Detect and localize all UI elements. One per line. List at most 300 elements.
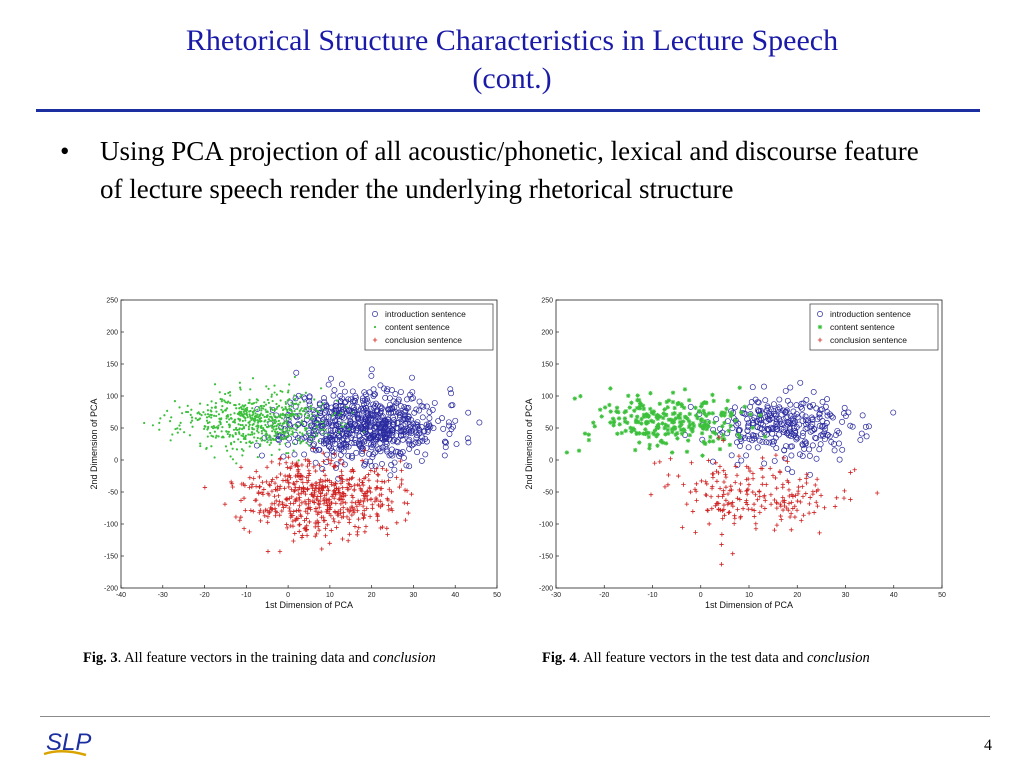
data-point	[635, 432, 639, 436]
data-point	[158, 429, 160, 431]
data-point	[304, 413, 306, 415]
data-point	[609, 409, 613, 413]
data-point	[239, 382, 241, 384]
x-tick-label: 10	[325, 592, 334, 599]
data-point	[278, 449, 280, 451]
data-point	[587, 432, 591, 436]
data-point	[313, 408, 315, 410]
data-point	[209, 432, 211, 434]
data-point	[622, 410, 626, 414]
data-point	[286, 409, 288, 411]
data-point	[235, 427, 237, 429]
data-point	[637, 440, 641, 444]
data-point	[247, 416, 249, 418]
data-point	[288, 408, 290, 410]
data-point	[226, 450, 228, 452]
data-point	[704, 400, 708, 404]
data-point	[298, 425, 300, 427]
data-point	[271, 454, 273, 456]
data-point	[658, 402, 662, 406]
data-point	[703, 442, 707, 446]
data-point	[319, 405, 321, 407]
data-point	[274, 408, 276, 410]
data-point	[279, 432, 281, 434]
data-point	[239, 386, 241, 388]
data-point	[322, 424, 324, 426]
data-point	[220, 417, 222, 419]
data-point	[672, 411, 676, 415]
data-point	[291, 430, 293, 432]
data-point	[232, 421, 234, 423]
data-point	[290, 402, 292, 404]
data-point	[236, 448, 238, 450]
data-point	[241, 428, 243, 430]
data-point	[174, 400, 176, 402]
data-point	[199, 417, 201, 419]
data-point	[635, 414, 639, 418]
data-point	[220, 409, 222, 411]
data-point	[674, 432, 678, 436]
data-point	[218, 421, 220, 423]
data-point	[190, 421, 192, 423]
title-line-2: (cont.)	[472, 62, 552, 95]
data-point	[253, 436, 255, 438]
data-point	[199, 403, 201, 405]
data-point	[591, 421, 595, 425]
data-point	[225, 430, 227, 432]
data-point	[208, 421, 210, 423]
data-point	[226, 421, 228, 423]
data-point	[235, 462, 237, 464]
x-axis-label: 1st Dimension of PCA	[704, 600, 794, 610]
data-point	[214, 427, 216, 429]
data-point	[303, 400, 305, 402]
data-point	[224, 401, 226, 403]
data-point	[264, 419, 266, 421]
data-point	[233, 404, 235, 406]
data-point	[268, 402, 270, 404]
data-point	[278, 427, 280, 429]
data-point	[260, 420, 262, 422]
legend-label: content sentence	[385, 322, 450, 332]
data-point	[287, 452, 289, 454]
data-point	[206, 420, 208, 422]
data-point	[196, 412, 198, 414]
data-point	[264, 424, 266, 426]
data-point	[268, 418, 270, 420]
data-point	[238, 431, 240, 433]
data-point	[620, 431, 624, 435]
data-point	[265, 435, 267, 437]
data-point	[279, 414, 281, 416]
data-point	[693, 406, 697, 410]
data-point	[294, 403, 296, 405]
data-point	[327, 433, 329, 435]
data-point	[310, 405, 312, 407]
data-point	[191, 420, 193, 422]
x-tick-label: 30	[841, 592, 850, 599]
data-point	[259, 443, 261, 445]
data-point	[311, 413, 313, 415]
data-point	[655, 443, 659, 447]
legend-label: introduction sentence	[830, 309, 911, 319]
data-point	[293, 443, 295, 445]
data-point	[281, 425, 283, 427]
data-point	[272, 400, 274, 402]
data-point	[282, 438, 284, 440]
data-point	[251, 431, 253, 433]
data-point	[273, 413, 275, 415]
data-point	[269, 436, 271, 438]
data-point	[301, 432, 303, 434]
x-tick-label: 20	[793, 592, 802, 599]
data-point	[615, 432, 619, 436]
data-point	[219, 391, 221, 393]
data-point	[246, 412, 248, 414]
data-point	[308, 444, 310, 446]
title-divider	[36, 109, 980, 112]
data-point	[263, 429, 265, 431]
data-point	[273, 384, 275, 386]
data-point	[284, 438, 286, 440]
data-point	[265, 385, 267, 387]
caption-italic: conclusion	[372, 650, 436, 666]
data-point	[629, 414, 633, 418]
data-point	[278, 420, 280, 422]
data-point	[210, 435, 212, 437]
data-point	[289, 427, 291, 429]
y-tick-label: -150	[538, 553, 553, 561]
data-point	[700, 453, 704, 457]
data-point	[298, 459, 300, 461]
data-point	[638, 401, 642, 405]
data-point	[345, 406, 347, 408]
data-point	[287, 432, 289, 434]
data-point	[261, 439, 263, 441]
data-point	[305, 392, 307, 394]
data-point	[631, 426, 635, 430]
data-point	[307, 432, 309, 434]
data-point	[215, 406, 217, 408]
x-tick-label: -20	[599, 592, 610, 599]
data-point	[254, 412, 256, 414]
data-point	[251, 424, 253, 426]
caption-italic: conclusion	[806, 650, 870, 666]
data-point	[284, 443, 286, 445]
data-point	[262, 407, 264, 409]
data-point	[292, 413, 294, 415]
data-point	[179, 428, 181, 430]
data-point	[214, 431, 216, 433]
data-point	[286, 422, 288, 424]
data-point	[269, 420, 271, 422]
data-point	[743, 405, 747, 409]
data-point	[300, 413, 302, 415]
data-point	[215, 435, 217, 437]
data-point	[273, 435, 275, 437]
data-point	[176, 427, 178, 429]
data-point	[332, 414, 334, 416]
data-point	[240, 388, 242, 390]
data-point	[215, 415, 217, 417]
data-point	[303, 407, 305, 409]
y-tick-label: 200	[106, 329, 118, 337]
data-point	[230, 442, 232, 444]
data-point	[159, 417, 161, 419]
data-point	[199, 413, 201, 415]
data-point	[338, 431, 340, 433]
data-point	[286, 414, 288, 416]
data-point	[722, 421, 726, 425]
data-point	[307, 415, 309, 417]
data-point	[291, 405, 293, 407]
caption-text: . All feature vectors in the training data and	[117, 650, 373, 666]
data-point	[248, 426, 250, 428]
data-point	[286, 419, 288, 421]
data-point	[253, 428, 255, 430]
data-point	[632, 409, 636, 413]
data-point	[688, 412, 692, 416]
data-point	[295, 429, 297, 431]
data-point	[710, 393, 714, 397]
data-point	[565, 450, 569, 454]
data-point	[282, 409, 284, 411]
data-point	[307, 417, 309, 419]
data-point	[311, 440, 313, 442]
data-point	[180, 422, 182, 424]
data-point	[143, 422, 145, 424]
data-point	[255, 425, 257, 427]
data-point	[673, 427, 677, 431]
data-point	[225, 409, 227, 411]
data-point	[615, 406, 619, 410]
data-point	[242, 420, 244, 422]
data-point	[628, 405, 632, 409]
data-point	[265, 430, 267, 432]
data-point	[187, 405, 189, 407]
data-point	[252, 377, 254, 379]
data-point	[215, 411, 217, 413]
data-point	[181, 412, 183, 414]
data-point	[221, 400, 223, 402]
data-point	[203, 428, 205, 430]
data-point	[321, 408, 323, 410]
data-point	[215, 402, 217, 404]
data-point	[288, 429, 290, 431]
data-point	[254, 419, 256, 421]
data-point	[300, 421, 302, 423]
data-point	[229, 402, 231, 404]
data-point	[666, 405, 670, 409]
data-point	[232, 458, 234, 460]
data-point	[229, 455, 231, 457]
data-point	[642, 407, 646, 411]
data-point	[648, 443, 652, 447]
data-point	[270, 442, 272, 444]
data-point	[233, 441, 235, 443]
y-tick-label: -100	[103, 521, 118, 529]
data-point	[169, 420, 171, 422]
data-point	[316, 410, 318, 412]
data-point	[230, 417, 232, 419]
data-point	[624, 429, 628, 433]
data-point	[270, 439, 272, 441]
data-point	[257, 416, 259, 418]
data-point	[243, 427, 245, 429]
data-point	[242, 424, 244, 426]
data-point	[251, 433, 253, 435]
data-point	[189, 434, 191, 436]
data-point	[195, 417, 197, 419]
data-point	[228, 418, 230, 420]
data-point	[217, 435, 219, 437]
data-point	[689, 427, 693, 431]
data-point	[247, 433, 249, 435]
data-point	[265, 404, 267, 406]
data-point	[221, 430, 223, 432]
data-point	[304, 429, 306, 431]
data-point	[251, 407, 253, 409]
data-point	[336, 400, 338, 402]
data-point	[225, 445, 227, 447]
data-point	[573, 396, 577, 400]
data-point	[248, 399, 250, 401]
data-point	[758, 413, 762, 417]
data-point	[294, 398, 296, 400]
data-point	[238, 428, 240, 430]
y-tick-label: 150	[106, 361, 118, 369]
data-point	[309, 435, 311, 437]
data-point	[275, 425, 277, 427]
data-point	[213, 456, 215, 458]
data-point	[261, 437, 263, 439]
data-point	[260, 409, 262, 411]
data-point	[253, 410, 255, 412]
data-point	[217, 425, 219, 427]
data-point	[204, 425, 206, 427]
y-tick-label: 50	[545, 425, 553, 433]
y-tick-label: 0	[549, 457, 553, 465]
data-point	[633, 448, 637, 452]
data-point	[316, 415, 318, 417]
data-point	[208, 415, 210, 417]
data-point	[185, 411, 187, 413]
x-tick-label: 30	[409, 592, 418, 599]
legend-label: conclusion sentence	[385, 335, 463, 345]
data-point	[616, 410, 620, 414]
data-point	[275, 428, 277, 430]
data-point	[721, 433, 725, 437]
data-point	[676, 415, 680, 419]
data-point	[288, 424, 290, 426]
data-point	[243, 416, 245, 418]
y-tick-label: -200	[103, 585, 118, 593]
data-point	[274, 416, 276, 418]
page-number: 4	[984, 737, 992, 754]
data-point	[266, 441, 268, 443]
data-point	[240, 441, 242, 443]
data-point	[207, 426, 209, 428]
data-point	[230, 414, 232, 416]
data-point	[289, 418, 291, 420]
data-point	[281, 406, 283, 408]
data-point	[712, 420, 716, 424]
data-point	[264, 409, 266, 411]
data-point	[221, 405, 223, 407]
data-point	[662, 407, 666, 411]
data-point	[248, 410, 250, 412]
data-point	[243, 408, 245, 410]
data-point	[661, 411, 665, 415]
data-point	[297, 403, 299, 405]
data-point	[210, 416, 212, 418]
x-tick-label: 40	[889, 592, 898, 599]
data-point	[280, 438, 282, 440]
data-point	[259, 419, 261, 421]
data-point	[246, 409, 248, 411]
data-point	[302, 423, 304, 425]
data-point	[763, 434, 767, 438]
data-point	[152, 424, 154, 426]
data-point	[323, 433, 325, 435]
y-tick-label: -150	[103, 553, 118, 561]
data-point	[670, 420, 674, 424]
data-point	[318, 440, 320, 442]
data-point	[271, 430, 273, 432]
data-point	[629, 401, 633, 405]
data-point	[273, 421, 275, 423]
data-point	[171, 433, 173, 435]
legend-label: conclusion sentence	[830, 335, 908, 345]
data-point	[687, 398, 691, 402]
data-point	[249, 420, 251, 422]
data-point	[228, 426, 230, 428]
data-point	[603, 405, 607, 409]
data-point	[680, 404, 684, 408]
data-point	[170, 416, 172, 418]
x-tick-label: 50	[493, 592, 501, 599]
data-point	[652, 409, 656, 413]
data-point	[256, 419, 258, 421]
data-point	[221, 426, 223, 428]
figure-3-plot	[85, 290, 505, 620]
data-point	[600, 414, 604, 418]
data-point	[244, 419, 246, 421]
data-point	[322, 421, 324, 423]
data-point	[199, 445, 201, 447]
data-point	[263, 401, 265, 403]
data-point	[688, 433, 692, 437]
y-tick-label: 150	[541, 361, 553, 369]
data-point	[345, 423, 347, 425]
data-point	[248, 413, 250, 415]
data-point	[607, 403, 611, 407]
y-tick-label: -100	[538, 521, 553, 529]
logo-text: SLP	[46, 729, 92, 756]
caption-fig-number: Fig. 4	[542, 650, 577, 666]
data-point	[683, 387, 687, 391]
data-point	[242, 404, 244, 406]
slide-title	[60, 22, 964, 98]
data-point	[324, 429, 326, 431]
figure-3-chart	[85, 290, 505, 620]
data-point	[238, 407, 240, 409]
legend-marker	[818, 325, 822, 329]
data-point	[608, 386, 612, 390]
data-point	[310, 408, 312, 410]
data-point	[257, 422, 259, 424]
data-point	[725, 399, 729, 403]
